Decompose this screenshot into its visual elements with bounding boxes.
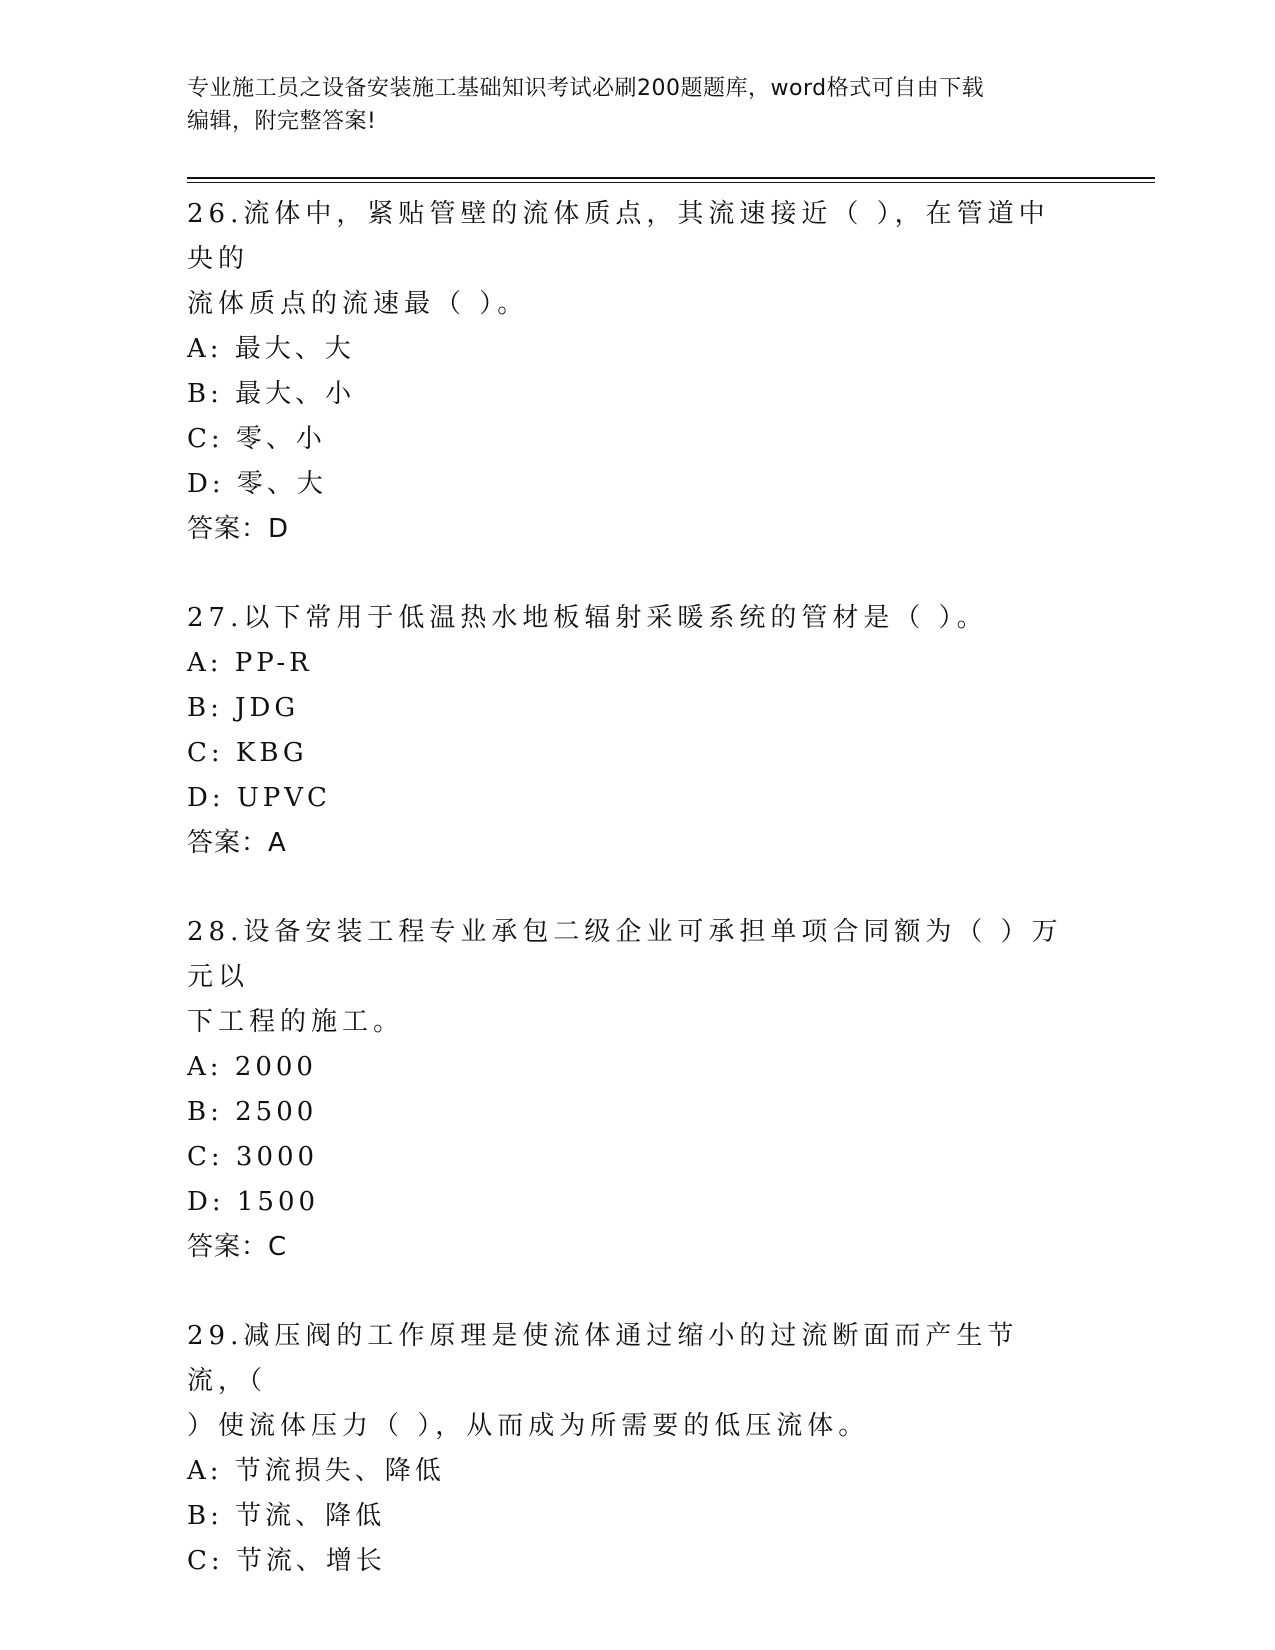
header-line-1: 专业施工员之设备安装施工基础知识考试必刷200题题库，word格式可自由下载 — [187, 76, 985, 101]
question-stem-line: ）使流体压力（ ），从而成为所需要的低压流体。 — [187, 1411, 870, 1441]
question-27 — [187, 596, 1067, 866]
option-b: B: 最大、小 — [187, 379, 356, 409]
header-divider-thick — [187, 177, 1155, 179]
option-c: C: 3000 — [187, 1142, 319, 1172]
answer-label: 答案：C — [187, 1232, 288, 1262]
answer-label: 答案：D — [187, 514, 290, 544]
document-header — [187, 72, 1087, 138]
question-stem-line: 27.以下常用于低温热水地板辐射采暖系统的管材是（ ）。 — [187, 603, 988, 633]
question-list — [187, 192, 1067, 1628]
header-line-2: 编辑，附完整答案! — [187, 109, 377, 134]
question-stem-line: 下工程的施工。 — [187, 1007, 405, 1037]
option-c: C: KBG — [187, 738, 308, 768]
option-a: A: PP-R — [187, 648, 313, 678]
option-a: A: 最大、大 — [187, 334, 355, 364]
question-26 — [187, 192, 1067, 552]
option-b: B: 2500 — [187, 1097, 318, 1127]
option-d: D: 零、大 — [187, 469, 327, 499]
answer-label: 答案：A — [187, 828, 287, 858]
question-stem-line: 26.流体中，紧贴管壁的流体质点，其流速接近（ ），在管道中央的 — [187, 199, 1050, 274]
option-c: C: 零、小 — [187, 424, 326, 454]
option-c: C: 节流、增长 — [187, 1546, 386, 1576]
option-a: A: 2000 — [187, 1052, 317, 1082]
option-d: D: 1500 — [187, 1187, 320, 1217]
option-b: B: JDG — [187, 693, 300, 723]
question-29 — [187, 1314, 1067, 1584]
question-28 — [187, 910, 1067, 1270]
question-stem-line: 28.设备安装工程专业承包二级企业可承担单项合同额为（ ）万元以 — [187, 917, 1063, 992]
option-d: D: UPVC — [187, 783, 331, 813]
option-a: A: 节流损失、降低 — [187, 1456, 445, 1486]
question-stem-line: 流体质点的流速最（ ）。 — [187, 289, 529, 319]
option-b: B: 节流、降低 — [187, 1501, 386, 1531]
question-stem-line: 29.减压阀的工作原理是使流体通过缩小的过流断面而产生节流，（ — [187, 1321, 1019, 1396]
header-divider-thin — [187, 182, 1155, 183]
